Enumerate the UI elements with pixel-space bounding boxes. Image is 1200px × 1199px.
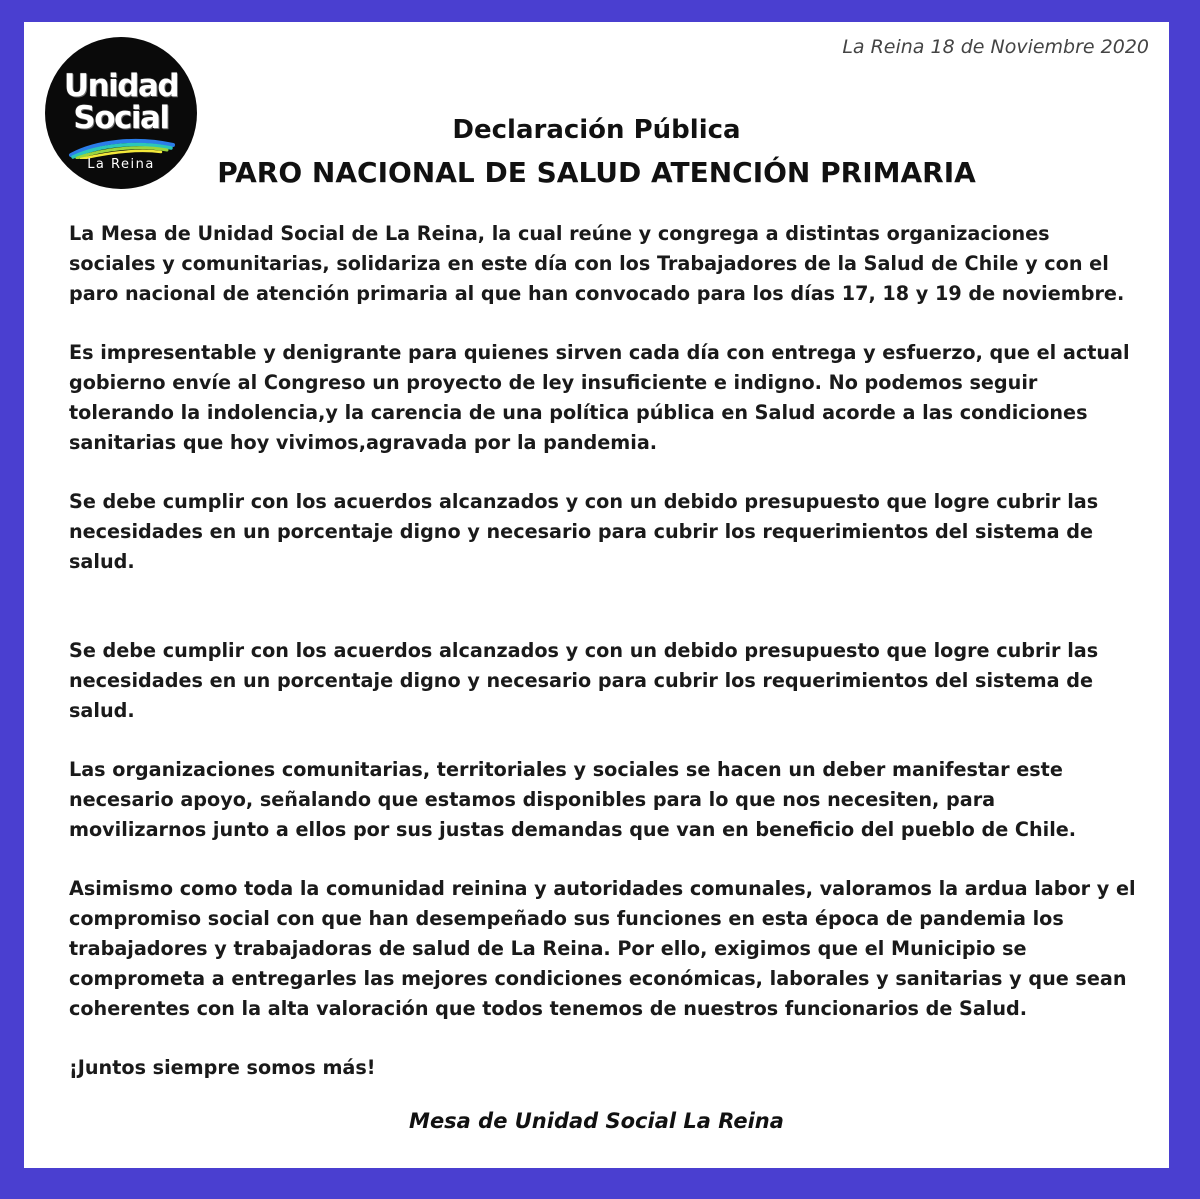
- closing-slogan: ¡Juntos siempre somos más!: [69, 1056, 376, 1079]
- document-title: Declaración Pública: [452, 115, 741, 145]
- document-body: [69, 219, 1139, 1083]
- logo-word-social: Social: [73, 100, 169, 136]
- logo-word-unidad: Unidad: [63, 68, 179, 104]
- paragraph: La Mesa de Unidad Social de La Reina, la cual reúne y congrega a distintas organizaciones sociales y comunitarias, solidariza en este día con los Trabajadores de la Salud de Chile y con el paro nacional de atención primaria al que han convocado para los días 17, 18 y 19 de noviembre.: [69, 222, 1125, 305]
- document-subtitle: PARO NACIONAL DE SALUD ATENCIÓN PRIMARIA: [217, 156, 976, 189]
- paragraph: Se debe cumplir con los acuerdos alcanzados y con un debido presupuesto que logre cubrir las necesidades en un porcentaje digno y necesario para cubrir los requerimientos del sistema de salud.: [69, 490, 1099, 573]
- paragraph: Las organizaciones comunitarias, territoriales y sociales se hacen un deber manifestar este necesario apoyo, señalando que estamos disponibles para lo que nos necesiten, para movilizarnos junto a ellos por sus justas demandas que van en beneficio del pueblo de Chile.: [69, 758, 1077, 841]
- date-line: La Reina 18 de Noviembre 2020: [842, 36, 1149, 58]
- paragraph: Es impresentable y denigrante para quienes sirven cada día con entrega y esfuerzo, que el actual gobierno envíe al Congreso un proyecto de ley insuficiente e indigno. No podemos seguir tolerando la indolencia,y la carencia de una política pública en Salud acorde a las condiciones sanitarias que hoy vivimos,agravada por la pandemia.: [69, 341, 1130, 454]
- document-page: [24, 22, 1169, 1168]
- paragraph: Se debe cumplir con los acuerdos alcanzados y con un debido presupuesto que logre cubrir las necesidades en un porcentaje digno y necesario para cubrir los requerimientos del sistema de salud.: [69, 639, 1099, 722]
- paragraph: Asimismo como toda la comunidad reinina y autoridades comunales, valoramos la ardua labor y el compromiso social con que han desempeñado sus funciones en esta época de pandemia los trabajadores y trabajadoras de salud de La Reina. Por ello, exigimos que el Municipio se comprometa a entregarles las mejores condiciones económicas, laborales y sanitarias y que sean coherentes con la alta valoración que todos tenemos de nuestros funcionarios de Salud.: [69, 877, 1136, 1020]
- signature: Mesa de Unidad Social La Reina: [409, 1109, 784, 1133]
- logo-subtitle: La Reina: [87, 157, 155, 172]
